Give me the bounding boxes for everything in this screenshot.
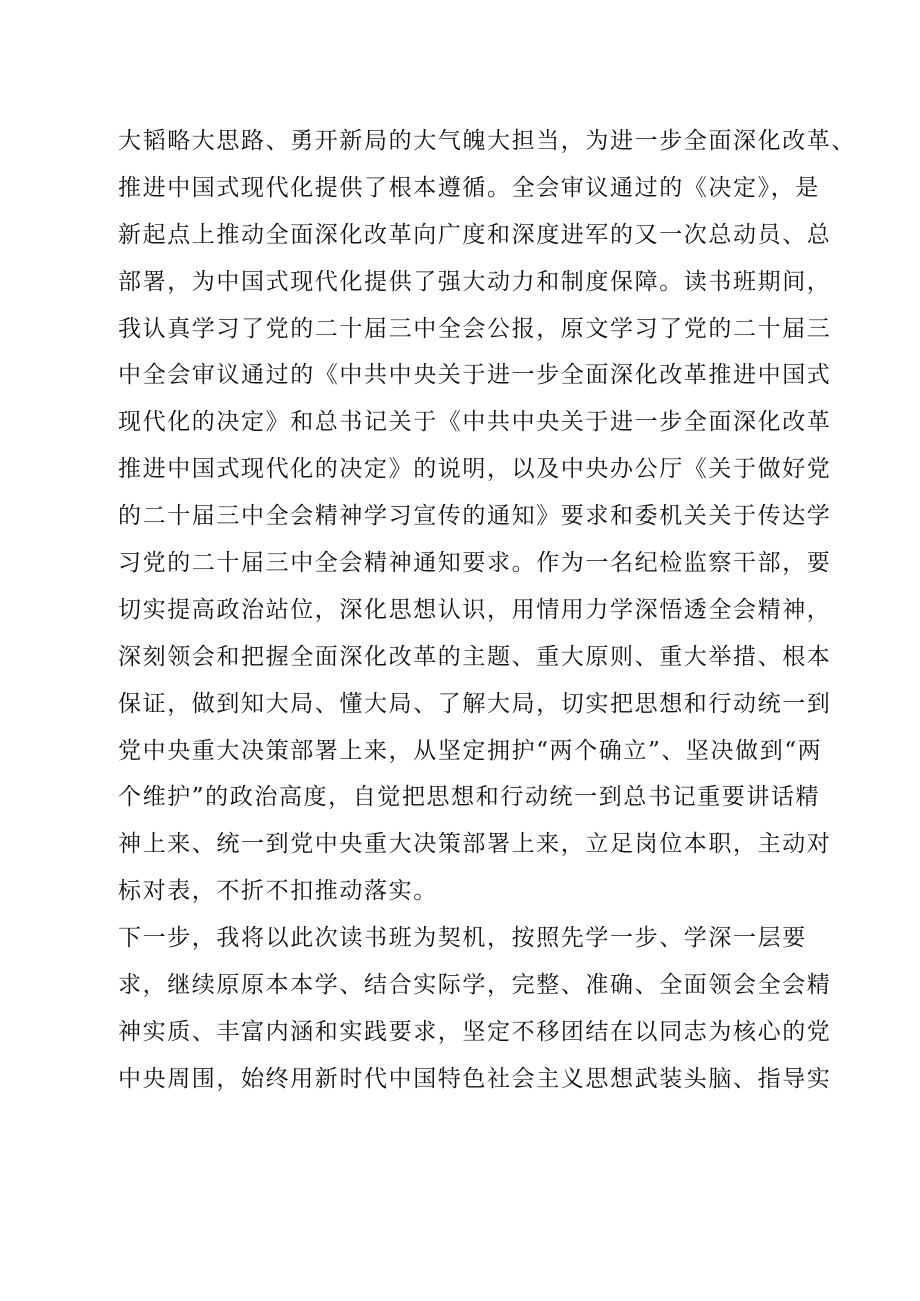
text-line: 下一步，我将以此次读书班为契机，按照先学一步、学深一层要: [118, 925, 807, 952]
text-line: 个维护”的政治高度，自觉把思想和行动统一到总书记重要讲话精: [118, 784, 821, 811]
text-line: 求，继续原原本本学、结合实际学，完整、准确、全面领会全会精: [118, 972, 832, 999]
text-line: 切实提高政治站位，深化思想认识，用情用力学深悟透全会精神，: [118, 596, 832, 623]
text-line: 神上来、统一到党中央重大决策部署上来，立足岗位本职，主动对: [118, 831, 832, 858]
text-line: 习党的二十届三中全会精神通知要求。作为一名纪检监察干部，要: [118, 550, 832, 577]
text-line: 新起点上推动全面深化改革向广度和深度进军的又一次总动员、总: [118, 221, 832, 248]
text-line: 中央周围，始终用新时代中国特色社会主义思想武装头脑、指导实: [118, 1065, 832, 1092]
text-line: 标对表，不折不扣推动落实。: [118, 878, 438, 905]
text-line: 推进中国式现代化提供了根本遵循。全会审议通过的《决定》，是: [118, 174, 820, 201]
text-line: 党中央重大决策部署上来，从坚定拥护“两个确立”、坚决做到“两: [118, 737, 823, 764]
text-line: 中全会审议通过的《中共中央关于进一步全面深化改革推进中国式: [118, 362, 832, 389]
text-line: 保证，做到知大局、懂大局、了解大局，切实把思想和行动统一到: [118, 690, 832, 717]
text-line: 深刻领会和把握全面深化改革的主题、重大原则、重大举措、根本: [118, 643, 832, 670]
text-line: 大韬略大思路、勇开新局的大气魄大担当，为进一步全面深化改革、: [118, 128, 856, 154]
body-text: [118, 118, 856, 1103]
text-line: 部署，为中国式现代化提供了强大动力和制度保障。读书班期间，: [118, 268, 832, 295]
text-line: 现代化的决定》和总书记关于《中共中央关于进一步全面深化改革: [118, 409, 832, 436]
text-line: 推进中国式现代化的决定》的说明，以及中央办公厅《关于做好党: [118, 456, 832, 483]
text-line: 我认真学习了党的二十届三中全会公报，原文学习了党的二十届三: [118, 315, 832, 342]
text-line: 的二十届三中全会精神学习宣传的通知》要求和委机关关于传达学: [118, 503, 832, 530]
text-line: 神实质、丰富内涵和实践要求，坚定不移团结在以同志为核心的党: [118, 1018, 832, 1045]
